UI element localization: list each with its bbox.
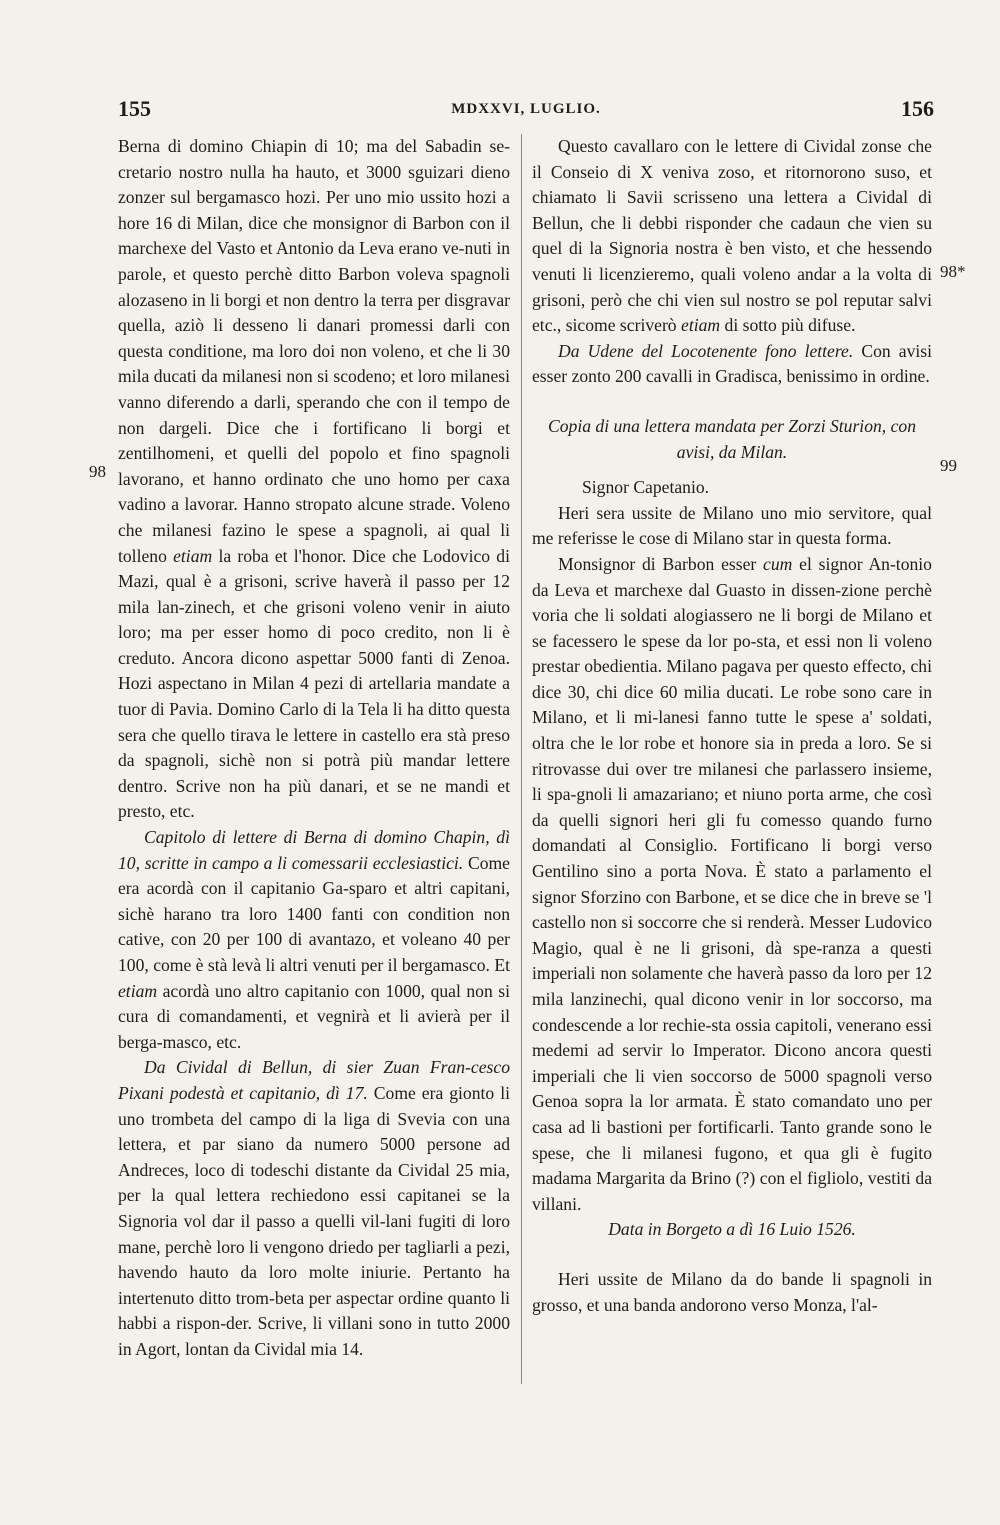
italic-word: etiam [118,980,158,1001]
paragraph-text: la roba et l'honor. Dice che Lodovico di Mazi, qual è a grisoni, scrive haverà il passo per 12 mila lan-zinech, et che grisoni voleno venir in aiuto loro; ma per esser homo di poco credito, non li è creduto. Ancora dicono aspettar 5000 fanti di Zenoa. Hozi aspectano in Milan 4 pezi di artellaria mandate a tuor di Pavia. Domino Carlo di la Tela li ha ditto questa sera che quello tirava le lettere in castello era stà preso da spagnoli, sichè non si potrà più mandar lettere dentro. Scrive non ha più danari, et se ne mandi et presto, etc. [118,545,510,822]
italic-heading: Da Cividal di Bellun, di sier Zuan Fran-cesco Pixani podestà et capitanio, dì 17. [118,1057,510,1103]
page-header [118,96,934,122]
paragraph [532,339,932,390]
paragraph-text: Questo cavallaro con le lettere di Cividal zonse che il Conseio di X veniva zoso, et ritornorono suso, et chiamato li Savii scrisseno una lettera a Cividal di Bellun, che li debbi risponder che cadaun che vien su quel di la Signoria nostra è ben visto, et che hessendo venuti li licenzieremo, quali voleno andar a la volta di grisoni, però che chi vien sul nostro se pol reputar salvi etc., sicome scriverò [532,136,932,336]
italic-date: Data in Borgeto a dì 16 Luio 1526. [608,1219,856,1240]
paragraph-text: acordà uno altro capitanio con 1000, qual non si cura di comandamenti, et vegnirà et li avierà per il berga-masco, etc. [118,980,510,1052]
paragraph [118,1055,510,1362]
salutation: Signor Capetanio. [582,477,710,498]
paragraph: Heri ussite de Milano da do bande li spagnoli in grosso, et una banda andorono verso Monza, l'al- [532,1268,932,1315]
paragraph [118,134,510,825]
right-column [532,134,932,1318]
paragraph [118,825,510,1055]
paragraph-text: Come era acordà con il capitanio Ga-sparo et altri capitani, sichè harano tra loro 1400 fanti con condition non cative, con 20 per 100 di avantazo, et voleano 40 per 100, come è stà levà li altri venuti per il bergamasco. Et [118,852,510,975]
paragraph-text: el signor An-tonio da Leva et marchexe dal Guasto in dissen-zione perchè voria che li soldati alogiassero ne li borgi de Milano et se facessero le spese da lor po-sta, et essi non li voleno prestar obedientia. Milano pagava per questo effecto, chi dice 30, chi dice 60 milia ducati. Le robe sono care in Milano, et li mi-lanesi fanno tutte le spese a' soldati, oltra che le lor robe et honore sia in preda a loro. Se si ritrovasse dui over tre milanesi che parlassero insieme, li spa-gnoli li amazariano; et niuno porta arme, che così da quelli signori heri gli fu comesso quando furno domandati al Consiglio. Fortificano li borgi verso Gentilino sino a porta Nova. È stato a parlamento el signor Sforzino con Barbone, et se dice che in breve se 'l castello non si soccorre che si renderà. Messer Ludovico Magio, qual è ne li grisoni, dà spe-ranza a questi imperiali non solamente che haverà passo da loro per 12 mila lanzinechi, qual dicono venir in lor soccorso, ma condescende a lor rechie-sta ossia capitoli, venerano essi medemi ad servir lo Imperator. Dicono ancora questi imperiali che li vien soccorso de 5000 spagnoli verso Genoa sopra la lor armata. È stato comandato uno per casa ad li bastioni per fortificarli. Tanto grande sono le spese, che li milanesi fugono, et qua gli è fugito madama Margarita da Brino (?) con el figliolo, vestiti da villani. [532,553,932,1214]
column-divider [521,134,522,1384]
paragraph-text: Come era gionto li uno trombeta del campo di la liga di Svevia con una lettera, et par siano da numero 5000 persone ad Andreces, loco di todeschi distante da Cividal 25 mia, per la qual lettera rechiedono essi capitanei se la Signoria vol dar il passo a quelli vil-lani fugiti di loro mane, perchè loro li vengono driedo per tagliarli a pezi, havendo hauto da loro molte iniurie. Pertanto ha intertenuto ditto trom-beta per aspectar ordine quanto li habbi a rispon-der. Scrive, li villani sono in tutto 2000 in Agort, lontan da Cividal mia 14. [118,1082,510,1359]
left-column [118,134,510,1363]
italic-title: Copia di una lettera mandata per Zorzi Sturion, con avisi, da Milan. [547,415,916,462]
italic-word: etiam [173,545,213,566]
paragraph: Heri sera ussite de Milano uno mio servitore, qual me referisse le cose di Milano star in questa forma. [532,502,932,549]
italic-word: etiam [681,315,721,336]
paragraph [532,134,932,339]
right-page-number: 156 [901,96,934,121]
margin-number-left: 98 [89,462,106,481]
paragraph-text: di sotto più difuse. [724,315,856,336]
letter-date [532,1217,932,1243]
letter-title [532,414,932,465]
italic-heading: Da Udene del Locotenente fono lettere. [558,340,854,361]
margin-number-right: 99 [940,456,957,475]
paragraph-text: Berna di domino Chiapin di 10; ma del Sabadin se-cretario nostro nulla ha hauto, et 3000 sguizari dieno zonzer sul bergamasco hozi. Per uno mio ussito hozi a hore 16 di Milan, dice che monsignor di Barbon con il marchexe del Vasto et Antonio da Leva erano ve-nuti in parole, et questo perchè ditto Barbon voleva spagnoli alozaseno in li borgi et non dentro la terra per disgravar quella, aziò li desseno li danari promessi darli con questa conditione, ma loro doi non voleno, et che li 30 mila ducati da milanesi non si scodeno; et loro milanesi vanno diferendo a darli, sperando che con il tempo de non dargeli. Dice che i fortificano li borgi et zentilhomeni, et quelli del popolo et fino spagnoli lavorano, et hanno ordinato che uno homo per caxa vadino a lavorar. Hanno stropato alcune strade. Voleno che milanesi fazino le spese a spagnoli, ai qual li tolleno [118,136,510,566]
paragraph [532,552,932,1217]
left-page-number: 155 [118,96,151,121]
paragraph-text: Con avisi esser zonto 200 cavalli in Gradisca, benissimo in ordine. [532,340,932,387]
running-head: MDXXVI, LUGLIO. [451,101,601,117]
paragraph-text: Monsignor di Barbon esser [558,553,757,574]
italic-word: cum [763,553,793,574]
italic-heading: Capitolo di lettere di Berna di domino Chapin, dì 10, scritte in campo a li comessarii ecclesiastici. [118,827,510,873]
margin-number-right: 98* [940,262,966,281]
